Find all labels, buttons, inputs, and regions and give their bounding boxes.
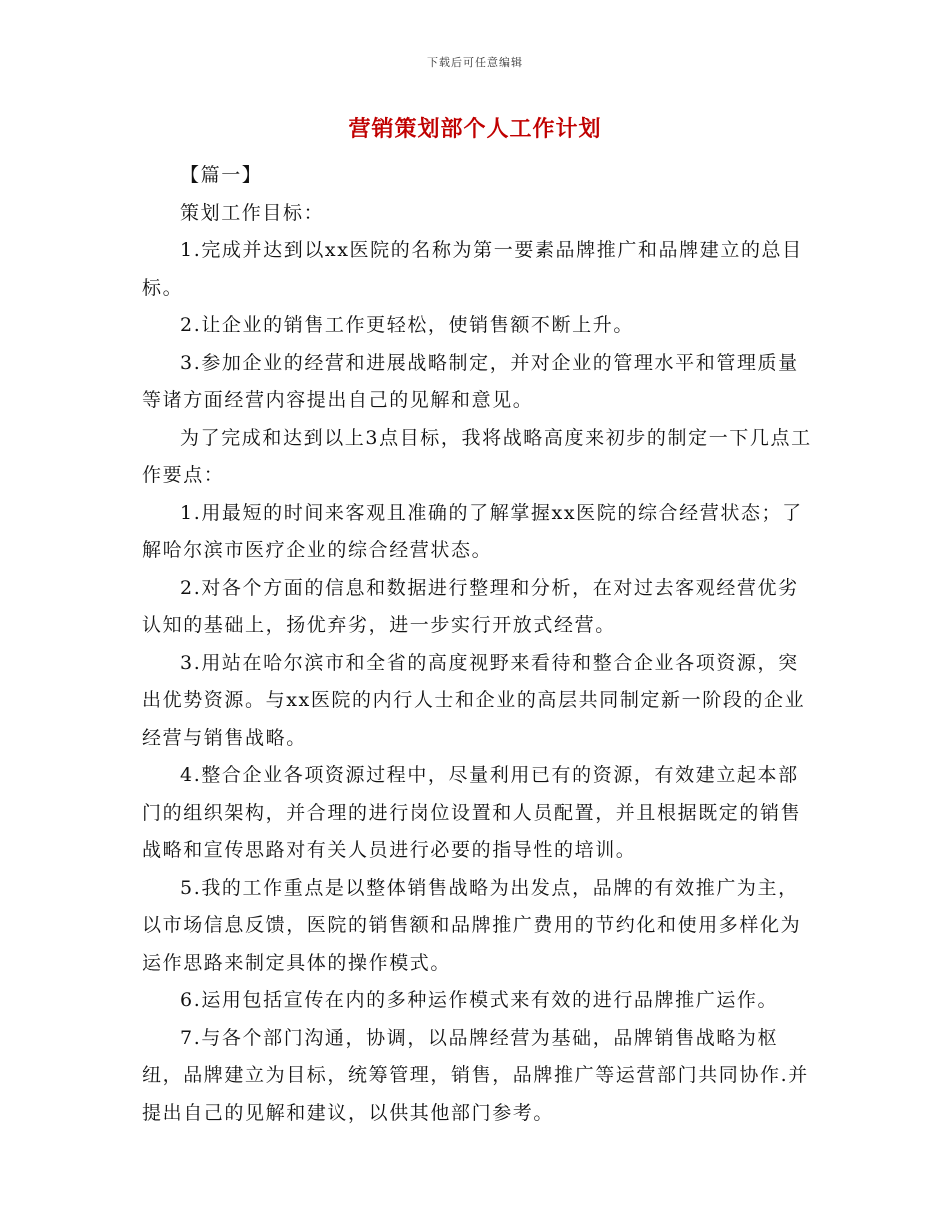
paragraph-goal-1: 1.完成并达到以xx医院的名称为第一要素品牌推广和品牌建立的总目标。	[142, 239, 803, 299]
paragraph-goal-3: 3.参加企业的经营和进展战略制定，并对企业的管理水平和管理质量等诸方面经营内容提出自己的见解和意见。	[142, 351, 799, 411]
paragraph-point-1: 1.用最短的时间来客观且准确的了解掌握xx医院的综合经营状态；了解哈尔滨市医疗企业的综合经营状态。	[142, 501, 803, 561]
section-heading: 【篇一】	[180, 164, 263, 186]
paragraph-point-6: 6.运用包括宣传在内的多种运作模式来有效的进行品牌推广运作。	[180, 989, 779, 1011]
header-note: 下载后可任意编辑	[427, 56, 523, 69]
paragraph-point-2: 2.对各个方面的信息和数据进行整理和分析，在对过去客观经营优劣认知的基础上，扬优弃劣，进一步实行开放式经营。	[142, 576, 799, 636]
paragraph-intro-points: 为了完成和达到以上3点目标，我将战略高度来初步的制定一下几点工作要点：	[142, 426, 812, 486]
document-body	[142, 157, 812, 1132]
paragraph-point-3: 3.用站在哈尔滨市和全省的高度视野来看待和整合企业各项资源，突出优势资源。与xx医院的内行人士和企业的高层共同制定新一阶段的企业经营与销售战略。	[142, 651, 806, 749]
paragraph-goals-heading: 策划工作目标：	[180, 201, 325, 224]
paragraph-point-5: 5.我的工作重点是以整体销售战略为出发点，品牌的有效推广为主，以市场信息反馈，医院的销售额和品牌推广费用的节约化和使用多样化为运作思路来制定具体的操作模式。	[142, 876, 802, 974]
document-title: 营销策划部个人工作计划	[348, 116, 602, 142]
paragraph-point-4: 4.整合企业各项资源过程中，尽量利用已有的资源，有效建立起本部门的组织架构，并合理的进行岗位设置和人员配置，并且根据既定的销售战略和宣传思路对有关人员进行必要的指导性的培训。	[142, 764, 802, 861]
paragraph-goal-2: 2.让企业的销售工作更轻松，使销售额不断上升。	[180, 314, 634, 336]
paragraph-point-7: 7.与各个部门沟通，协调，以品牌经营为基础，品牌销售战略为枢纽，品牌建立为目标，统筹管理，销售，品牌推广等运营部门共同协作.并提出自己的见解和建议，以供其他部门参考。	[142, 1026, 809, 1124]
